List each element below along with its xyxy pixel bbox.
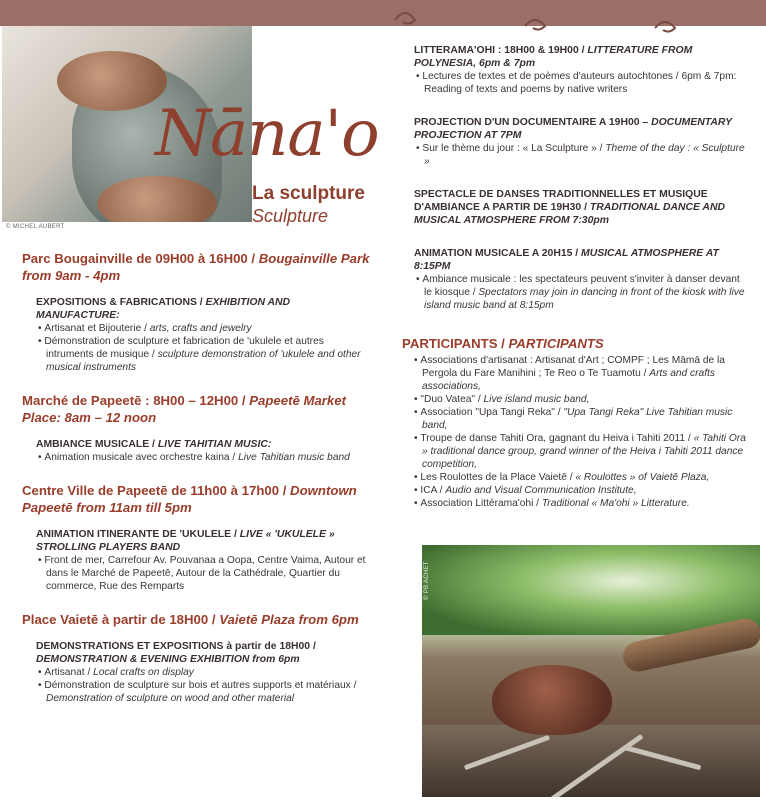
top-decorative-band [0, 0, 766, 26]
page-title: Nāna'o [155, 97, 379, 171]
photo-credit-top: © MICHEL AUBERT [6, 224, 65, 230]
list-item: • Les Roulottes de la Place Vaietē / « Roulottes » of Vaietē Plaza, [412, 471, 750, 484]
list-item: • Sur le thème du jour : « La Sculpture » / Theme of the day : « Sculpture » [414, 142, 748, 168]
venue-heading: Parc Bougainville de 09H00 à 16H00 / Bougainville Park from 9am - 4pm [22, 251, 370, 283]
activity-heading: AMBIANCE MUSICALE / LIVE TAHITIAN MUSIC: [36, 439, 272, 450]
list-item: • Lectures de textes et de poèmes d'auteurs autochtones / 6pm & 7pm: Reading of texts and poems by native writers [414, 70, 748, 96]
venue-heading: Marché de Papeetē : 8H00 – 12H00 / Papeetē Market Place: 8am – 12 noon [22, 393, 346, 425]
carved-bowl-shape [492, 665, 612, 735]
list-item: • Association Littérama'ohi / Traditional « Ma'ohi » Litterature. [412, 497, 750, 510]
venue-heading: Centre Ville de Papeetē de 11h00 à 17h00 / Downtown Papeetē from 11am till 5pm [22, 483, 357, 515]
photo-credit-bottom: © PB ACHET [424, 561, 430, 600]
activity-heading: EXPOSITIONS & FABRICATIONS / EXHIBITION AND MANUFACTURE: [36, 297, 291, 321]
activity-heading: ANIMATION MUSICALE A 20H15 / MUSICAL ATMOSPHERE AT 8:15PM [414, 248, 719, 272]
subtitle-en: Sculpture [252, 206, 329, 226]
activity-heading: SPECTACLE DE DANSES TRADITIONNELLES ET MUSIQUE D'AMBIANCE A PARTIR DE 19H30 / TRADITIONAL DANCE AND MUSICAL ATMOSPHERE FROM 7:30pm [414, 189, 725, 226]
list-item: • Démonstration de sculpture sur bois et autres supports et matériaux / Demonstration of sculpture on wood and other material [36, 679, 370, 705]
list-item: • Troupe de danse Tahiti Ora, gagnant du Heiva i Tahiti 2011 / « Tahiti Ora » traditional dance group, grand winner of the Heiva i Tahiti 2011 dance competition, [412, 432, 750, 471]
venue-heading: Place Vaietē à partir de 18H00 / Vaietē Plaza from 6pm [22, 612, 359, 627]
list-item: • Association "Upa Tangi Reka" / "Upa Tangi Reka" Live Tahitian music band, [412, 406, 750, 432]
right-column [414, 44, 748, 312]
trees-shape [422, 545, 760, 635]
list-item: • Artisanat / Local crafts on display [36, 666, 370, 679]
list-item: • Animation musicale avec orchestre kaina / Live Tahitian music band [36, 451, 370, 464]
activity-heading: DEMONSTRATIONS ET EXPOSITIONS à partir de 18H00 / DEMONSTRATION & EVENING EXHIBITION from 6pm [36, 641, 316, 665]
participants-section [402, 335, 750, 510]
list-item: • Ambiance musicale : les spectateurs peuvent s'inviter à danser devant le kiosque / Spectators may join in dancing in front of the kiosk with live island music band at 8:15pm [414, 273, 748, 312]
activity-heading: LITTERAMA'OHI : 18H00 & 19H00 / LITTERATURE FROM POLYNESIA, 6pm & 7pm [414, 45, 693, 69]
list-item: • ICA / Audio and Visual Communication Institute, [412, 484, 750, 497]
activity-heading: ANIMATION ITINERANTE DE 'UKULELE / LIVE « 'UKULELE » STROLLING PLAYERS BAND [36, 529, 335, 553]
list-item: • Front de mer, Carrefour Av. Pouvanaa a Oopa, Centre Vaima, Autour et dans le Marché de Papeetē, Autour de la Cathédrale, Quartier du commerce, Rue des Remparts [36, 554, 370, 593]
list-item: • Associations d'artisanat : Artisanat d'Art ; COMPF ; Les Māmā de la Pergola du Fare Manihini ; Te Reo o Te Tuamotu / Arts and crafts associations, [412, 354, 750, 393]
list-item: • Démonstration de sculpture et fabrication de 'ukulele et autres intruments de musique / sculpture demonstration of 'ukulele and other musical instruments [36, 335, 370, 374]
hand-shape [57, 51, 167, 111]
participants-heading: PARTICIPANTS / PARTICIPANTS [402, 336, 604, 351]
hand-shape [97, 176, 217, 222]
subtitle-fr: La sculpture [252, 183, 365, 204]
list-item: • "Duo Vatea" / Live island music band, [412, 393, 750, 406]
carving-workshop-photo [422, 545, 760, 797]
activity-heading: PROJECTION D'UN DOCUMENTAIRE A 19H00 – DOCUMENTARY PROJECTION AT 7PM [414, 117, 732, 141]
list-item: • Artisanat et Bijouterie / arts, crafts and jewelry [36, 322, 370, 335]
left-column [22, 250, 370, 705]
